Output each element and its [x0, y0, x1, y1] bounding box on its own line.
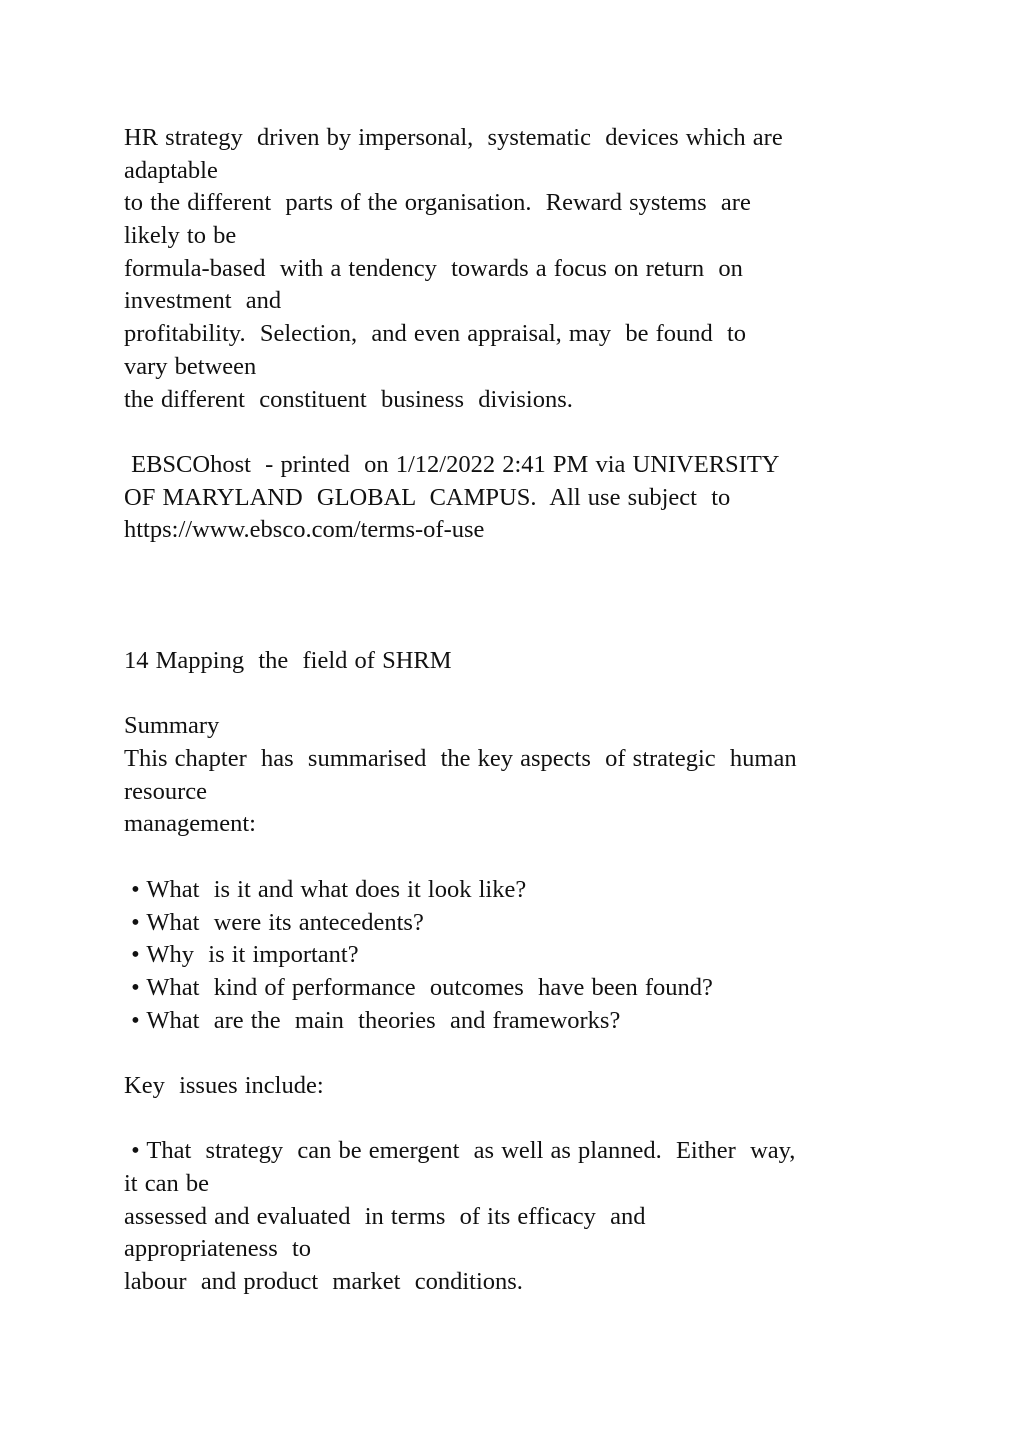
- blank-line: [124, 1103, 924, 1136]
- blank-line: [124, 547, 924, 580]
- blank-line: [124, 841, 924, 874]
- text-line: it can be: [124, 1170, 209, 1197]
- terms-url: https://www.ebsco.com/terms-of-use: [124, 516, 485, 544]
- text-line: the different constituent business divisions.: [124, 385, 573, 413]
- summary-bullet-list: [124, 874, 924, 1037]
- text-line: management:: [124, 810, 256, 838]
- blank-line: [124, 678, 924, 711]
- text-line: likely to be: [124, 222, 237, 250]
- key-issues-section: [124, 1070, 924, 1299]
- text-line: investment and: [124, 287, 282, 315]
- text-line: formula-based with a tendency towards a focus on return on: [124, 254, 743, 282]
- list-item: • What is it and what does it look like?: [124, 875, 527, 903]
- text-line: appropriateness to: [124, 1235, 312, 1263]
- text-line: This chapter has summarised the key aspects of strategic human: [124, 745, 797, 773]
- page-header: 14 Mapping the field of SHRM: [124, 647, 452, 674]
- blank-line: [124, 580, 924, 613]
- print-notice: [124, 449, 924, 547]
- text-line: labour and product market conditions.: [124, 1268, 523, 1296]
- blank-line: [124, 1037, 924, 1070]
- text-line: profitability. Selection, and even appraisal, may be found to: [124, 320, 747, 348]
- text-line: assessed and evaluated in terms of its efficacy and: [124, 1202, 646, 1230]
- blank-line: [124, 416, 924, 449]
- list-item: • Why is it important?: [124, 941, 359, 969]
- text-line: resource: [124, 777, 207, 805]
- text-line: adaptable: [124, 156, 218, 184]
- text-line: HR strategy driven by impersonal, systematic devices which are: [124, 124, 783, 151]
- text-line: vary between: [124, 352, 257, 380]
- list-item: • That strategy can be emergent as well as planned. Either way,: [124, 1137, 796, 1165]
- list-item: • What kind of performance outcomes have been found?: [124, 973, 713, 1001]
- summary-section: [124, 710, 924, 1037]
- summary-heading: Summary: [124, 712, 220, 740]
- key-issues-heading: Key issues include:: [124, 1071, 324, 1099]
- text-line: to the different parts of the organisation. Reward systems are: [124, 189, 751, 217]
- list-item: • What were its antecedents?: [124, 908, 424, 936]
- print-notice-line: EBSCOhost - printed on 1/12/2022 2:41 PM via UNIVERSITY: [124, 450, 780, 478]
- list-item: • What are the main theories and frameworks?: [124, 1006, 621, 1034]
- body-paragraph: [124, 122, 924, 416]
- blank-line: [124, 612, 924, 645]
- document-page: [124, 122, 924, 1299]
- print-notice-line: OF MARYLAND GLOBAL CAMPUS. All use subject to: [124, 483, 731, 511]
